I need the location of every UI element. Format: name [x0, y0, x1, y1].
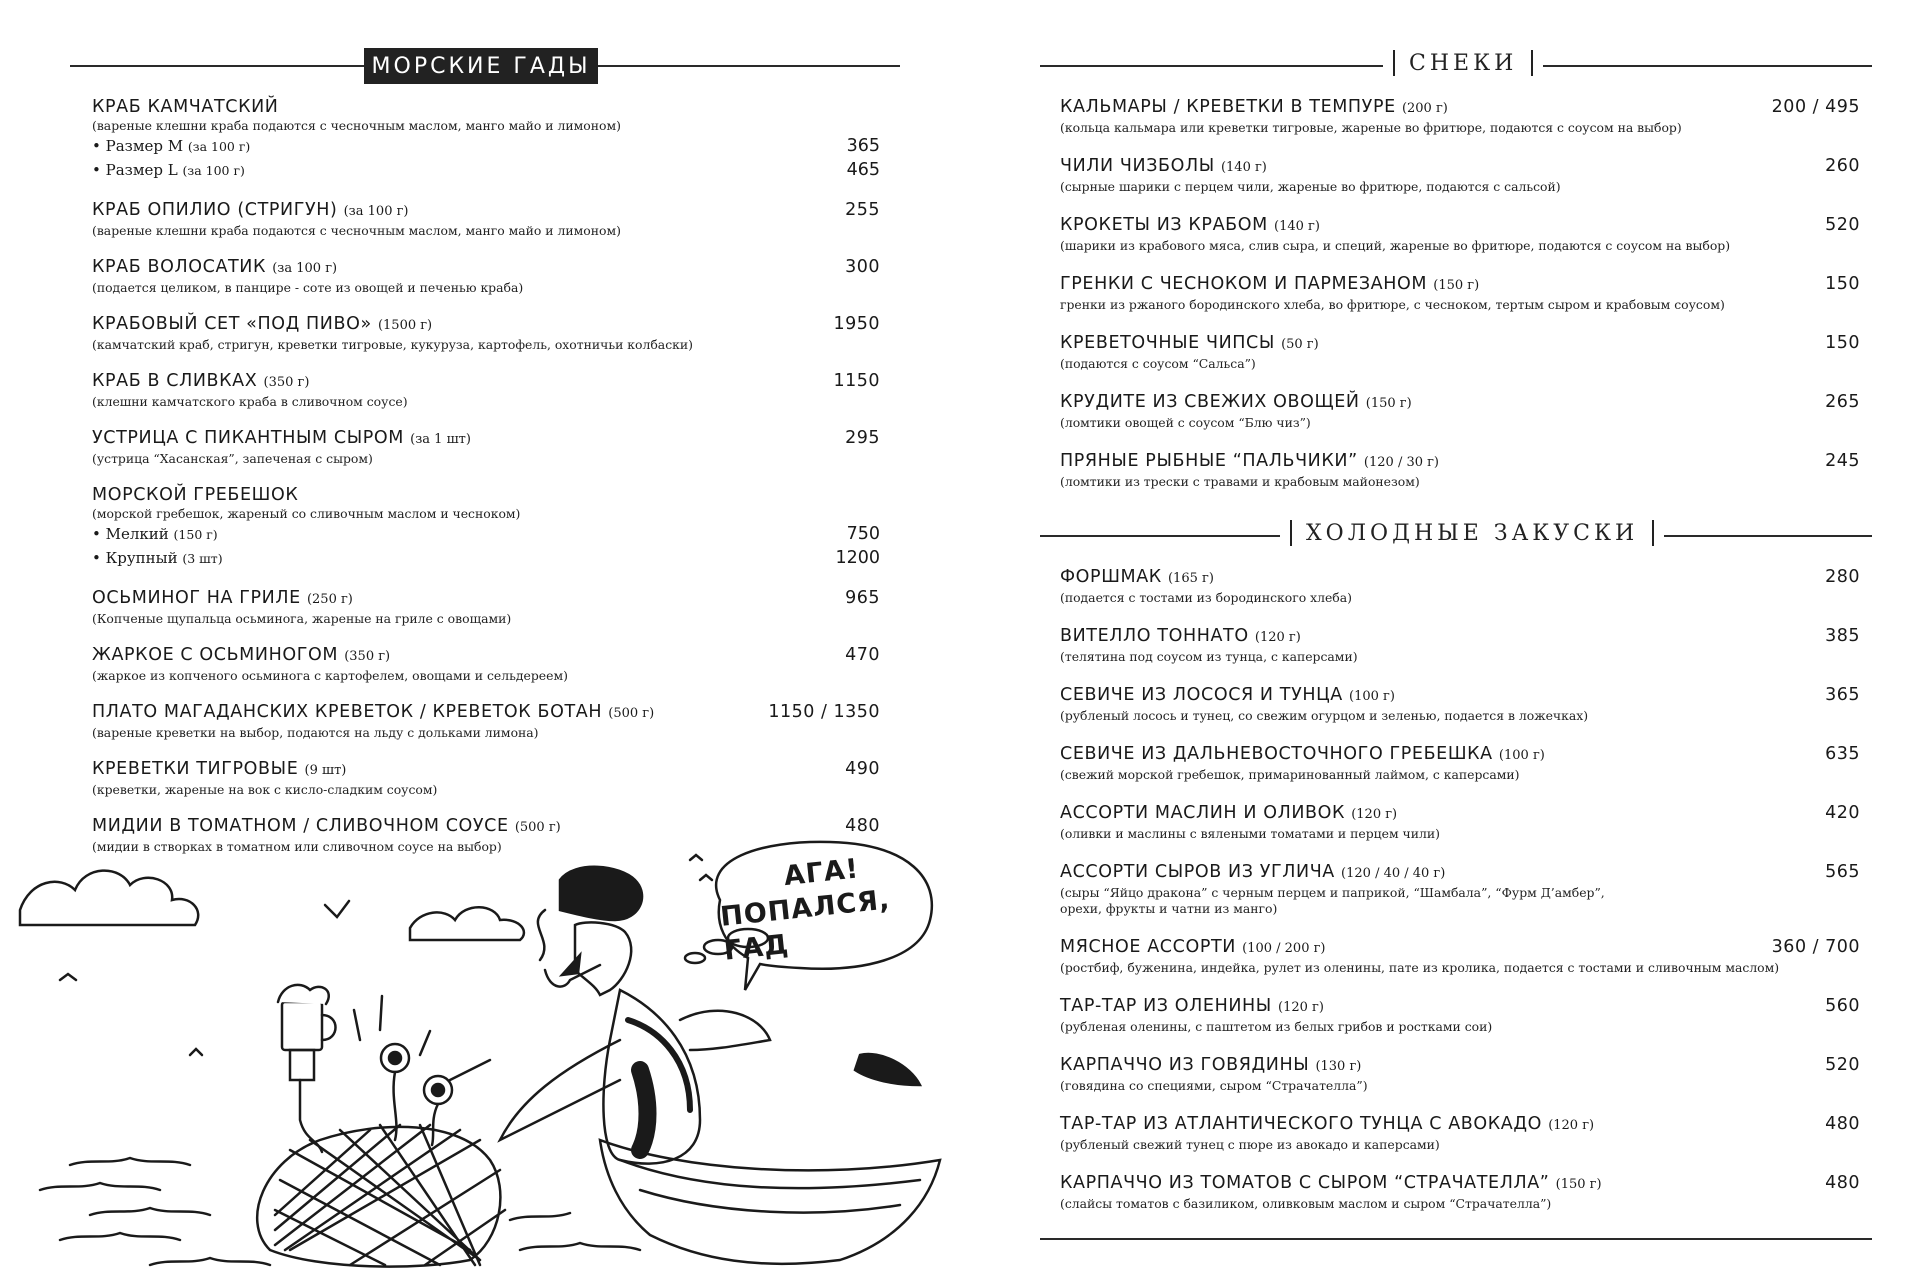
menu-item-price: 150: [1825, 274, 1860, 294]
menu-item-title: АССОРТИ СЫРОВ ИЗ УГЛИЧА: [1060, 862, 1335, 882]
option-label: [92, 158, 880, 183]
menu-item-price: 635: [1825, 744, 1860, 764]
menu-item-description: гренки из ржаного бородинского хлеба, во фритюре, с чесноком, тертым сыром и крабовым соусом): [1060, 297, 1725, 312]
menu-item-name: [1060, 802, 1860, 826]
menu-item-title: ЖАРКОЕ С ОСЬМИНОГОМ: [92, 645, 339, 665]
menu-item-title: КРЕВЕТКИ ТИГРОВЫЕ: [92, 759, 299, 779]
menu-item: [1060, 743, 1860, 783]
option-price: 365: [846, 136, 880, 156]
menu-item-weight: (150 г): [1555, 1177, 1602, 1192]
menu-item-price: 265: [1825, 392, 1860, 412]
option-name: • Мелкий: [92, 525, 169, 543]
menu-item-description: (слайсы томатов с базиликом, оливковым маслом и сыром “Страчателла”): [1060, 1196, 1552, 1211]
footer-rule: [1040, 1238, 1872, 1240]
menu-item-title: КРУДИТЕ ИЗ СВЕЖИХ ОВОЩЕЙ: [1060, 392, 1360, 412]
menu-item-description: (ломтики овощей с соусом “Блю чиз”): [1060, 415, 1311, 430]
menu-item: [92, 313, 880, 353]
menu-item-price: 565: [1825, 862, 1860, 882]
menu-item-description: (рубленая оленины, с паштетом из белых грибов и ростками сои): [1060, 1019, 1493, 1034]
menu-item: [1060, 566, 1860, 606]
menu-item-price: 360 / 700: [1771, 937, 1860, 957]
menu-item-name: [1060, 1113, 1860, 1137]
menu-item-description: (сыры “Яйцо дракона” с черным перцем и паприкой, “Шамбала”, “Фурм Д’амбер”,: [1060, 885, 1605, 900]
menu-item: [1060, 936, 1860, 976]
option-price: 465: [846, 160, 880, 180]
bracket-right: [1531, 50, 1533, 76]
cold-appetizers-list: [1060, 566, 1860, 1231]
menu-item: [1060, 214, 1860, 254]
menu-item-name: [1060, 450, 1860, 474]
option-weight: (3 шт): [182, 551, 223, 566]
menu-item-title: КАЛЬМАРЫ / КРЕВЕТКИ В ТЕМПУРЕ: [1060, 97, 1396, 117]
menu-item-description: (ростбиф, буженина, индейка, рулет из оленины, пате из кролика, подается с тостами и сливочным маслом): [1060, 960, 1780, 975]
menu-item-title: ЧИЛИ ЧИЗБОЛЫ: [1060, 156, 1215, 176]
menu-item-weight: (120 г): [1278, 1000, 1324, 1015]
menu-item-description: (камчатский краб, стригун, креветки тигровые, кукуруза, картофель, охотничьи колбаски): [92, 337, 693, 352]
menu-item-weight: (9 шт): [304, 763, 347, 778]
menu-item: [92, 758, 880, 798]
section-title-snacks-wrap: [1383, 50, 1543, 76]
menu-item-price: 1150: [833, 371, 880, 391]
menu-item: [1060, 625, 1860, 665]
menu-item-title: КРОКЕТЫ ИЗ КРАБОМ: [1060, 215, 1268, 235]
menu-item: [1060, 391, 1860, 431]
menu-item-weight: (50 г): [1281, 337, 1319, 352]
menu-item: [92, 96, 880, 182]
menu-item-title: КРАБ ОПИЛИО (СТРИГУН): [92, 200, 338, 220]
menu-item-name: [92, 313, 880, 337]
menu-item-name: [92, 256, 880, 280]
menu-item-name: [1060, 684, 1860, 708]
menu-item-weight: (120 / 40 / 40 г): [1341, 866, 1446, 881]
menu-item-title: МОРСКОЙ ГРЕБЕШОК: [92, 485, 299, 505]
menu-item: [1060, 684, 1860, 724]
menu-item-weight: (100 г): [1349, 689, 1395, 704]
menu-item-description: (вареные креветки на выбор, подаются на льду с дольками лимона): [92, 725, 539, 740]
menu-item-option: [92, 158, 880, 182]
menu-item-name: [92, 758, 880, 782]
menu-item-title: КРАБ ВОЛОСАТИК: [92, 257, 267, 277]
section-title-snacks: СНЕКИ: [1409, 50, 1518, 76]
menu-item-description: (подается целиком, в панцире - соте из овощей и печенью краба): [92, 280, 524, 295]
menu-item-price: 1950: [833, 314, 880, 334]
menu-item-title: КРАБ КАМЧАТСКИЙ: [92, 97, 279, 117]
option-label: [92, 522, 880, 547]
menu-item-price: 1150 / 1350: [768, 702, 880, 722]
menu-item-price: 420: [1825, 803, 1860, 823]
menu-item-title: МЯСНОЕ АССОРТИ: [1060, 937, 1236, 957]
menu-item-title: ПЛАТО МАГАДАНСКИХ КРЕВЕТОК / КРЕВЕТОК БОТАН: [92, 702, 603, 722]
menu-item-title: КАРПАЧЧО ИЗ ГОВЯДИНЫ: [1060, 1055, 1310, 1075]
menu-item-price: 470: [845, 645, 880, 665]
menu-item-weight: (100 / 200 г): [1242, 941, 1326, 956]
menu-item-description: (оливки и маслины с вялеными томатами и перцем чили): [1060, 826, 1440, 841]
menu-item-description: (Копченые щупальца осьминога, жареные на гриле с овощами): [92, 611, 512, 626]
menu-item-price: 385: [1825, 626, 1860, 646]
menu-item-price: 200 / 495: [1771, 97, 1860, 117]
menu-item-price: 560: [1825, 996, 1860, 1016]
menu-item-weight: (за 100 г): [272, 261, 338, 276]
menu-item-name: [1060, 743, 1860, 767]
menu-item-name: [92, 427, 880, 451]
menu-item-name: [1060, 625, 1860, 649]
menu-item-description: (ломтики из трески с травами и крабовым майонезом): [1060, 474, 1420, 489]
option-weight: (за 100 г): [182, 163, 245, 178]
menu-item-name: [1060, 566, 1860, 590]
menu-item-name: [92, 701, 880, 725]
menu-item-description: (жаркое из копченого осьминога с картофелем, овощами и сельдереем): [92, 668, 568, 683]
menu-item-title: АССОРТИ МАСЛИН И ОЛИВОК: [1060, 803, 1346, 823]
menu-item-title: СЕВИЧЕ ИЗ ЛОСОСЯ И ТУНЦА: [1060, 685, 1343, 705]
option-weight: (за 100 г): [187, 139, 251, 154]
menu-item-description: (креветки, жареные на вок с кисло-сладким соусом): [92, 782, 438, 797]
menu-item: [1060, 1113, 1860, 1153]
menu-item-name: [1060, 391, 1860, 415]
snacks-list: [1060, 96, 1860, 509]
bracket-left: [1290, 520, 1292, 546]
menu-item-price: 260: [1825, 156, 1860, 176]
menu-item-option: [92, 522, 880, 546]
menu-item-weight: (1500 г): [377, 318, 433, 333]
menu-item-weight: (350 г): [344, 649, 391, 664]
menu-item-description: (сырные шарики с перцем чили, жареные во фритюре, подаются с сальсой): [1060, 179, 1561, 194]
menu-item: [1060, 155, 1860, 195]
section-title-seafood: МОРСКИЕ ГАДЫ: [364, 48, 598, 84]
menu-item-weight: (140 г): [1220, 160, 1267, 175]
menu-item-price: 280: [1825, 567, 1860, 587]
menu-item-weight: (500 г): [514, 820, 561, 835]
menu-item-name: [92, 644, 880, 668]
option-price: 750: [846, 524, 880, 544]
menu-item-description: (рубленый свежий тунец с пюре из авокадо и каперсами): [1060, 1137, 1440, 1152]
menu-item-description: (морской гребешок, жареный со сливочным маслом и чесноком): [92, 506, 521, 521]
menu-item-weight: (120 г): [1351, 807, 1398, 822]
menu-item-weight: (150 г): [1365, 396, 1412, 411]
menu-item-name: [1060, 96, 1860, 120]
menu-item-title: МИДИИ В ТОМАТНОМ / СЛИВОЧНОМ СОУСЕ: [92, 816, 509, 836]
menu-item-price: 480: [1825, 1114, 1860, 1134]
menu-item-name: [92, 815, 880, 839]
menu-item-name: [92, 587, 880, 611]
menu-item: [1060, 1054, 1860, 1094]
menu-item: [1060, 802, 1860, 842]
menu-item-description: (подается с тостами из бородинского хлеба): [1060, 590, 1352, 605]
menu-item: [1060, 995, 1860, 1035]
menu-item-option: [92, 546, 880, 570]
menu-item-weight: (200 г): [1401, 101, 1448, 116]
menu-item-title: ОСЬМИНОГ НА ГРИЛЕ: [92, 588, 301, 608]
menu-item-weight: (120 г): [1548, 1118, 1595, 1133]
menu-item-price: 150: [1825, 333, 1860, 353]
option-name: • Размер L: [92, 161, 178, 179]
menu-item-name: [1060, 332, 1860, 356]
menu-item-description: (вареные клешни краба подаются с чесночным маслом, манго майо и лимоном): [92, 118, 621, 133]
right-page: [960, 0, 1920, 1280]
menu-item-title: КРАБ В СЛИВКАХ: [92, 371, 258, 391]
menu-item-weight: (250 г): [306, 592, 353, 607]
menu-item-name: [1060, 995, 1860, 1019]
menu-item-weight: (350 г): [263, 375, 310, 390]
menu-item-name: [1060, 214, 1860, 238]
menu-item-weight: (за 1 шт): [410, 432, 471, 447]
menu-item: [1060, 273, 1860, 313]
menu-item-price: 365: [1825, 685, 1860, 705]
option-price: 1200: [835, 548, 880, 568]
menu-item-description: (вареные клешни краба подаются с чесночным маслом, манго майо и лимоном): [92, 223, 621, 238]
menu-item-description: (устрица “Хасанская”, запеченая с сыром): [92, 451, 373, 466]
menu-item-description: (клешни камчатского краба в сливочном соусе): [92, 394, 408, 409]
menu-item-price: 965: [845, 588, 880, 608]
menu-item-title: КРАБОВЫЙ СЕТ «ПОД ПИВО»: [92, 314, 372, 334]
menu-item: [92, 370, 880, 410]
option-name: • Крупный: [92, 549, 178, 567]
menu-item-title: ТАР-ТАР ИЗ АТЛАНТИЧЕСКОГО ТУНЦА С АВОКАДО: [1060, 1114, 1543, 1134]
menu-item-weight: (100 г): [1498, 748, 1545, 763]
menu-item-title: ВИТЕЛЛО ТОННАТО: [1060, 626, 1249, 646]
menu-item-weight: (120 / 30 г): [1363, 455, 1440, 470]
menu-item-price: 245: [1825, 451, 1860, 471]
menu-item-price: 520: [1825, 1055, 1860, 1075]
menu-item-name: [1060, 1172, 1860, 1196]
menu-item-price: 295: [845, 428, 880, 448]
menu-item: [1060, 450, 1860, 490]
menu-item-name: [1060, 1054, 1860, 1078]
menu-item-price: 480: [1825, 1173, 1860, 1193]
menu-item-name: [92, 484, 880, 506]
section-title-cold: ХОЛОДНЫЕ ЗАКУСКИ: [1306, 520, 1639, 546]
menu-item-title: ТАР-ТАР ИЗ ОЛЕНИНЫ: [1060, 996, 1272, 1016]
speech-line-2: ПОПАЛСЯ, ГАД: [718, 884, 892, 967]
menu-item-name: [92, 96, 880, 118]
menu-item-price: 490: [845, 759, 880, 779]
menu-item-description-cont: орехи, фрукты и чатни из манго): [1060, 901, 1278, 916]
menu-item-description: (говядина со специями, сыром “Страчателла”): [1060, 1078, 1368, 1093]
menu-item-title: СЕВИЧЕ ИЗ ДАЛЬНЕВОСТОЧНОГО ГРЕБЕШКА: [1060, 744, 1493, 764]
menu-item-name: [1060, 936, 1860, 960]
menu-item: [92, 256, 880, 296]
menu-item-description: (кольца кальмара или креветки тигровые, жареные во фритюре, подаются с соусом на выбор): [1060, 120, 1682, 135]
menu-item-title: УСТРИЦА С ПИКАНТНЫМ СЫРОМ: [92, 428, 404, 448]
menu-item-name: [92, 199, 880, 223]
menu-item-price: 300: [845, 257, 880, 277]
menu-item-price: 480: [845, 816, 880, 836]
menu-item: [92, 427, 880, 467]
menu-item-title: ГРЕНКИ С ЧЕСНОКОМ И ПАРМЕЗАНОМ: [1060, 274, 1428, 294]
menu-item-name: [1060, 155, 1860, 179]
menu-item-weight: (130 г): [1315, 1059, 1362, 1074]
menu-item-name: [1060, 273, 1860, 297]
menu-item-weight: (120 г): [1254, 630, 1301, 645]
menu-item: [92, 484, 880, 570]
menu-item: [1060, 1172, 1860, 1212]
menu-item-weight: (500 г): [608, 706, 655, 721]
option-label: [92, 546, 880, 571]
speech-line-1: АГА!: [782, 853, 861, 893]
menu-item: [1060, 332, 1860, 372]
menu-item: [92, 587, 880, 627]
menu-item-description: (мидии в створках в томатном или сливочном соусе на выбор): [92, 839, 502, 854]
menu-item-title: ПРЯНЫЕ РЫБНЫЕ “ПАЛЬЧИКИ”: [1060, 451, 1358, 471]
bracket-left: [1393, 50, 1395, 76]
menu-item-weight: (140 г): [1274, 219, 1320, 234]
menu-item: [92, 199, 880, 239]
menu-item-description: (шарики из крабового мяса, слив сыра, и специй, жареные во фритюре, подаются с соусом на выбор): [1060, 238, 1731, 253]
menu-item-title: КРЕВЕТОЧНЫЕ ЧИПСЫ: [1060, 333, 1275, 353]
menu-item-name: [1060, 861, 1860, 885]
section-title-cold-wrap: [1280, 520, 1664, 546]
menu-item-description: (подаются с соусом “Сальса”): [1060, 356, 1256, 371]
menu-item: [92, 644, 880, 684]
option-name: • Размер М: [92, 137, 184, 155]
menu-item-title: ФОРШМАК: [1060, 567, 1162, 587]
option-weight: (150 г): [173, 527, 218, 542]
menu-item-price: 255: [845, 200, 880, 220]
speech-bubble-text: [714, 832, 936, 981]
menu-item: [1060, 96, 1860, 136]
menu-item-weight: (165 г): [1167, 571, 1214, 586]
menu-item-price: 520: [1825, 215, 1860, 235]
menu-item-weight: (150 г): [1433, 278, 1480, 293]
menu-item: [92, 701, 880, 741]
menu-item-option: [92, 134, 880, 158]
menu-item-description: (рубленый лосось и тунец, со свежим огурцом и зеленью, подается в ложечках): [1060, 708, 1589, 723]
menu-item-description: (телятина под соусом из тунца, с каперсами): [1060, 649, 1358, 664]
menu-item: [1060, 861, 1860, 917]
menu-item-description: (свежий морской гребешок, примаринованный лаймом, с каперсами): [1060, 767, 1520, 782]
menu-item-weight: (за 100 г): [343, 204, 409, 219]
menu-item-name: [92, 370, 880, 394]
bracket-right: [1652, 520, 1654, 546]
option-label: [92, 134, 880, 159]
menu-item-title: КАРПАЧЧО ИЗ ТОМАТОВ С СЫРОМ “СТРАЧАТЕЛЛА”: [1060, 1173, 1550, 1193]
seafood-list: [92, 96, 880, 872]
